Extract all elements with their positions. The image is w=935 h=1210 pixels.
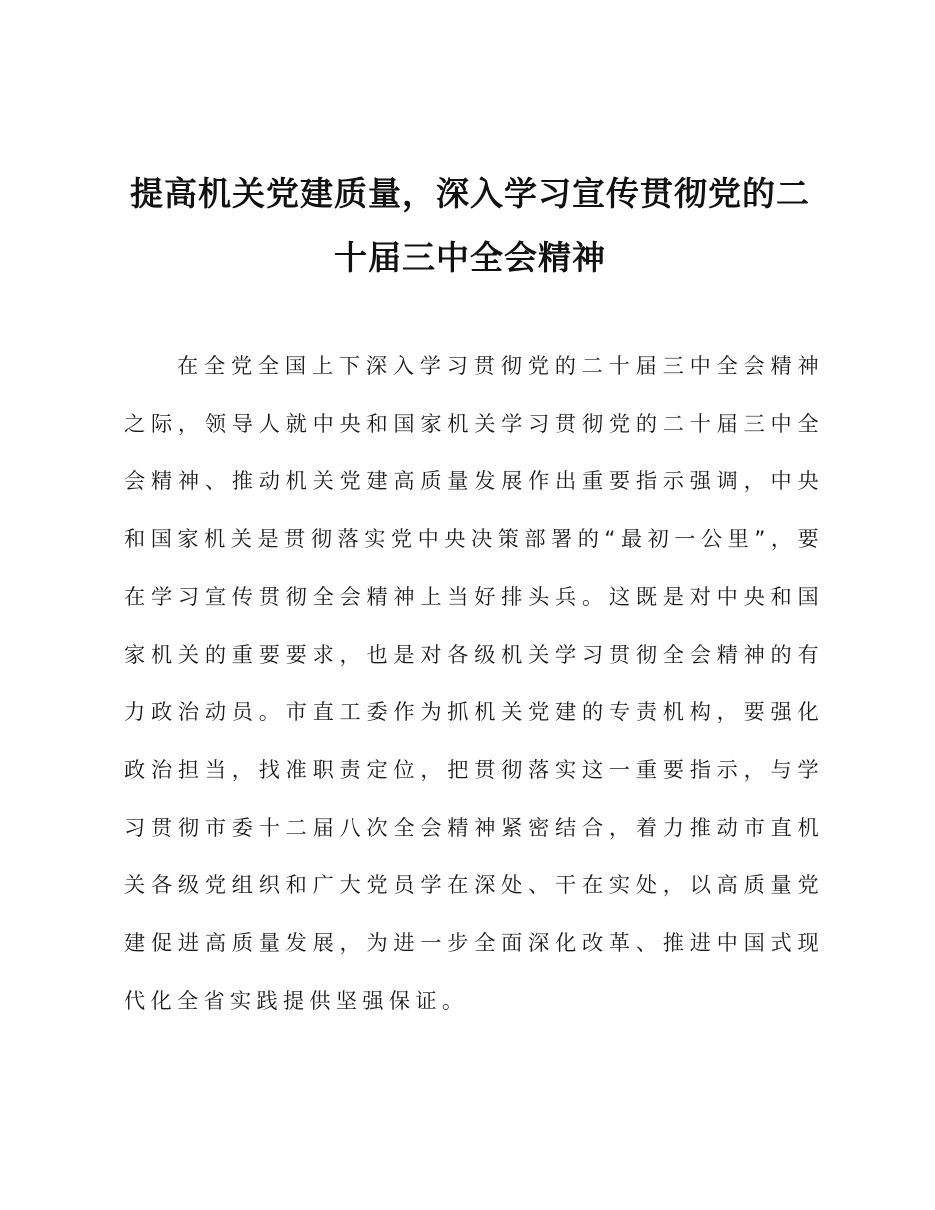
document-title: 提高机关党建质量，深入学习宣传贯彻党的二十届三中全会精神 xyxy=(130,174,810,277)
body-paragraph: 在全党全国上下深入学习贯彻党的二十届三中全会精神之际，领导人就中央和国家机关学习贯彻党的二十届三中全会精神、推动机关党建高质量发展作出重要指示强调，中央和国家机关是贯彻落实党中央决策部署的“最初一公里”，要在学习宣传贯彻全会精神上当好排头兵。这既是对中央和国家机关的重要要求，也是对各级机关学习贯彻全会精神的有力政治动员。市直工委作为抓机关党建的专责机构，要强化政治担当，找准职责定位，把贯彻落实这一重要指示，与学习贯彻市委十二届八次全会精神紧密结合，着力推动市直机关各级党组织和广大党员学在深处、干在实处，以高质量党建促进高质量发展，为进一步全面深化改革、推进中国式现代化全省实践提供坚强保证。 xyxy=(124,353,824,1013)
